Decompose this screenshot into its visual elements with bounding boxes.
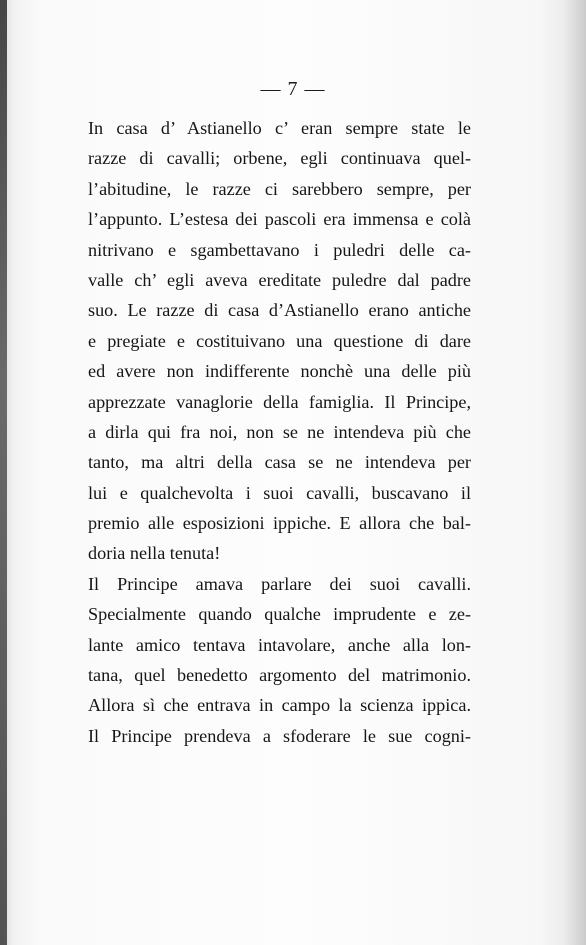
text-line: razze di cavalli; orbene, egli continuava quel- bbox=[88, 148, 471, 169]
text-line: lui e qualchevolta i suoi cavalli, buscavano il bbox=[88, 482, 471, 503]
text-line: Specialmente quando qualche imprudente e ze- bbox=[88, 604, 471, 625]
page-number: — 7 — bbox=[260, 78, 326, 100]
text-line: nitrivano e sgambettavano i puledri delle ca- bbox=[88, 239, 471, 260]
text-line: Il Principe amava parlare dei suoi cavalli. bbox=[88, 573, 471, 594]
text-line: Allora sì che entrava in campo la scienza ippica. bbox=[88, 695, 471, 716]
text-line: l’abitudine, le razze ci sarebbero sempre, per bbox=[88, 178, 471, 199]
text-line: In casa d’ Astianello c’ eran sempre state le bbox=[88, 118, 471, 138]
text-line: l’appunto. L’estesa dei pascoli era immensa e colà bbox=[88, 209, 471, 230]
text-line: a dirla qui fra noi, non se ne intendeva più che bbox=[88, 421, 471, 442]
text-line: e pregiate e costituivano una questione di dare bbox=[88, 330, 471, 351]
text-line: valle ch’ egli aveva ereditate puledre dal padre bbox=[88, 269, 471, 290]
text-line: doria nella tenuta! bbox=[88, 543, 221, 564]
text-line: apprezzate vanaglorie della famiglia. Il Principe, bbox=[88, 391, 471, 412]
text-line: lante amico tentava intavolare, anche alla lon- bbox=[88, 634, 471, 655]
text-line: Il Principe prendeva a sfoderare le sue cogni- bbox=[88, 725, 471, 746]
text-line: tana, quel benedetto argomento del matrimonio. bbox=[88, 665, 471, 686]
body-text bbox=[88, 113, 471, 751]
text-line: tanto, ma altri della casa se ne intendeva per bbox=[88, 452, 471, 473]
text-line: suo. Le razze di casa d’Astianello erano antiche bbox=[88, 300, 471, 321]
text-line: premio alle esposizioni ippiche. E allora che bal- bbox=[88, 513, 471, 534]
text-line: ed avere non indifferente nonchè una delle più bbox=[88, 361, 471, 382]
